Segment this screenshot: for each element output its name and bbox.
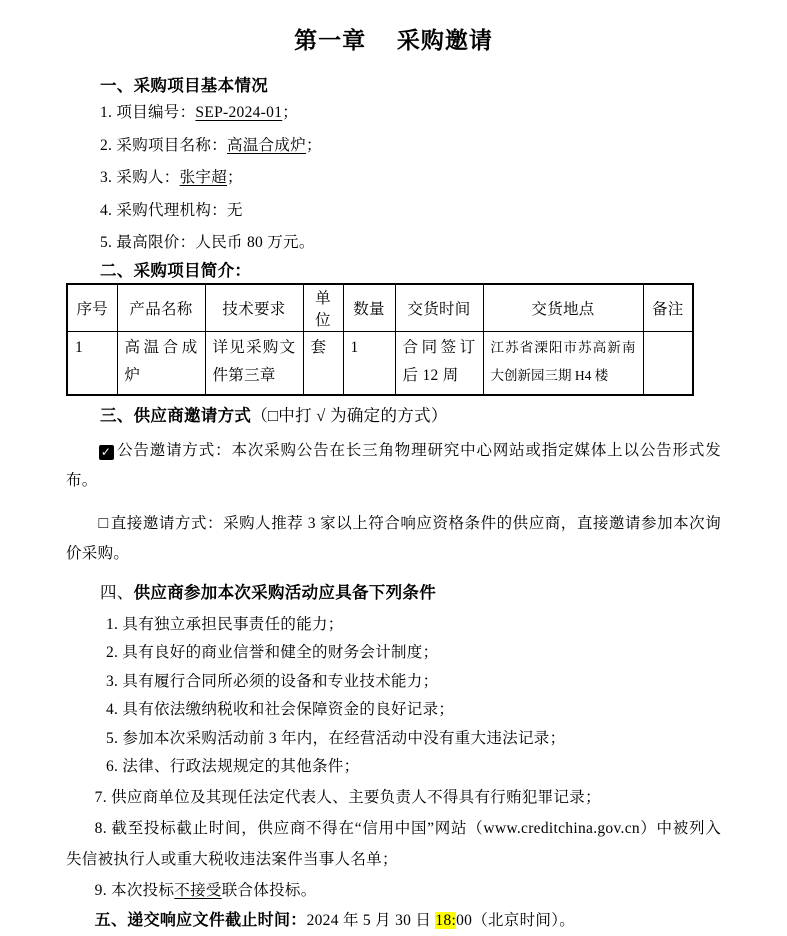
direct-invitation-option	[66, 509, 721, 569]
condition-item-8: 8. 截至投标截止时间，供应商不得在“信用中国”网站（www.creditchina.gov.cn）中被列入失信被执行人或重大税收违法案件当事人名单；	[66, 820, 721, 869]
deadline-time-highlight: 18:	[435, 912, 457, 930]
condition-item-4: 4. 具有依法缴纳税收和社会保障资金的良好记录；	[106, 701, 455, 719]
section-3-heading	[66, 405, 721, 427]
col-header-tech: 技术要求	[205, 284, 303, 332]
cell-delivery-time: 合同签订后 12 周	[395, 331, 483, 395]
deadline-date: 2024 年 5 月 30 日	[306, 912, 436, 930]
cell-tech: 详见采购文件第三章	[205, 331, 303, 395]
project-name-value: 高温合成炉	[227, 136, 307, 154]
section-3-heading-main: 三、供应商邀请方式	[100, 405, 252, 425]
page-title: 第一章 采购邀请	[294, 28, 493, 53]
col-header-index: 序号	[67, 284, 117, 332]
condition-item-9	[66, 875, 721, 906]
table-row	[67, 331, 693, 395]
cell-qty: 1	[343, 331, 395, 395]
section-4-heading-text: 供应商参加本次采购活动应具备下列条件	[133, 582, 437, 602]
deadline-suffix: 00（北京时间）。	[456, 912, 576, 930]
section-3-heading-note: （□中打 √ 为确定的方式）	[251, 405, 448, 425]
condition-9-prefix: 9. 本次投标	[94, 882, 175, 900]
condition-9-suffix: 联合体投标。	[221, 882, 317, 900]
product-spec-table	[66, 283, 694, 396]
col-header-unit: 单位	[303, 284, 343, 332]
agency-item: 4. 采购代理机构：无	[100, 201, 243, 219]
purchaser-item	[66, 162, 721, 195]
col-header-delivery-time: 交货时间	[395, 284, 483, 332]
section-5-deadline-line	[66, 906, 721, 936]
condition-item-6: 6. 法律、行政法规规定的其他条件；	[106, 758, 360, 776]
condition-item-3: 3. 具有履行合同所必须的设备和专业技术能力；	[106, 672, 439, 690]
condition-item-2: 2. 具有良好的商业信誉和健全的财务会计制度；	[106, 644, 439, 662]
cell-index: 1	[67, 331, 117, 395]
section-1-heading: 一、采购项目基本情况	[100, 76, 268, 95]
col-header-product: 产品名称	[117, 284, 205, 332]
condition-9-underlined: 不接受	[174, 882, 222, 900]
cell-delivery-place: 江苏省溧阳市苏高新南大创新园三期 H4 楼	[483, 331, 643, 395]
item-prefix: 2. 采购项目名称：	[100, 136, 228, 154]
project-name-item	[66, 130, 721, 163]
price-limit-item: 5. 最高限价：人民币 80 万元。	[100, 234, 315, 251]
item-prefix: 3. 采购人：	[100, 169, 180, 186]
item-suffix: ；	[282, 104, 299, 121]
item-suffix: ；	[306, 136, 322, 154]
col-header-qty: 数量	[343, 284, 395, 332]
condition-item-5: 5. 参加本次采购活动前 3 年内，在经营活动中没有重大违法记录；	[106, 729, 566, 747]
checked-checkbox-icon: ✓	[99, 445, 114, 460]
direct-option-text: 直接邀请方式：采购人推荐 3 家以上符合响应资格条件的供应商，直接邀请参加本次询价采购。	[66, 514, 721, 562]
unchecked-checkbox-icon: □	[98, 514, 109, 532]
cell-product: 高温合成炉	[117, 331, 205, 395]
project-number-value: SEP-2024-01	[195, 104, 283, 121]
cell-unit: 套	[303, 331, 343, 395]
announcement-option-text: 公告邀请方式：本次采购公告在长三角物理研究中心网站或指定媒体上以公告形式发布。	[66, 441, 721, 489]
condition-item-1: 1. 具有独立承担民事责任的能力；	[106, 615, 344, 633]
table-header-row	[67, 284, 693, 332]
condition-item-7: 7. 供应商单位及其现任法定代表人、主要负责人不得具有行贿犯罪记录；	[94, 789, 601, 807]
project-number-item	[66, 97, 721, 130]
item-prefix: 1. 项目编号：	[100, 104, 196, 121]
section-4-heading	[66, 582, 721, 604]
announcement-invitation-option	[66, 436, 721, 496]
col-header-remark: 备注	[643, 284, 693, 332]
purchaser-value: 张宇超	[179, 169, 228, 186]
item-suffix: ；	[227, 169, 243, 186]
col-header-delivery-place: 交货地点	[483, 284, 643, 332]
cell-remark	[643, 331, 693, 395]
section-5-heading: 五、递交响应文件截止时间：	[94, 912, 307, 930]
section-4-heading-number: 四、	[100, 582, 134, 602]
section-2-heading: 二、采购项目简介：	[100, 260, 252, 280]
